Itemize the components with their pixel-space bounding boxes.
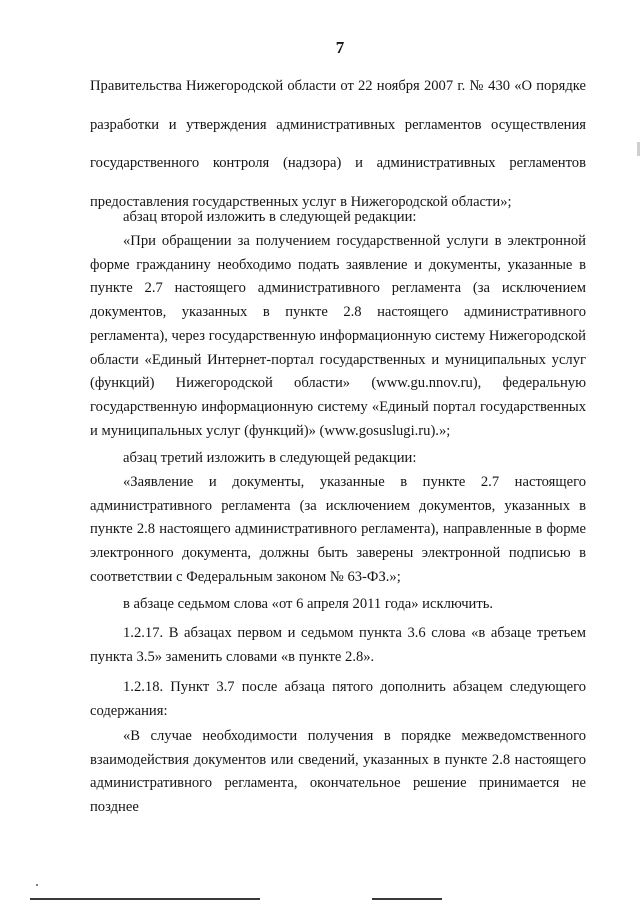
page-number: 7 — [335, 38, 345, 57]
paragraph-electronic-signature: «Заявление и документы, указанные в пункте 2.7 настоящего административного регламента (за исключением документов, указанных в пункте 2.8 настоящего административного регламента), направленные в форме электронного документа, должны быть заверены электронной подписью в соответствии с Федеральным законом № 63-ФЗ.»; — [90, 474, 586, 585]
scan-dot — [36, 884, 38, 886]
paragraph-third-abzac-instruction: абзац третий изложить в следующей редакции: — [123, 450, 417, 466]
bottom-rule-right — [372, 898, 442, 900]
paragraph-item-1-2-18: 1.2.18. Пункт 3.7 после абзаца пятого дополнить абзацем следующего содержания: — [90, 679, 586, 719]
paragraph-electronic-application: «При обращении за получением государственной услуги в электронной форме гражданину необходимо подать заявление и документы, указанные в пункте 2.7 настоящего административного регламента (за исключением документов, указанных в пункте 2.8 настоящего административного регламента), через государственную информационную систему Нижегородской области «Единый Интернет-портал государственных и муниципальных услуг (функций) Нижегородской области» (www.gu.nnov.ru), федеральную государственную информационную систему «Единый портал государственных и муниципальных услуг (функций)» (www.gosuslugi.ru).»; — [90, 233, 586, 439]
paragraph-resolution-reference: Правительства Нижегородской области от 22 ноября 2007 г. № 430 «О порядке разработки и утверждения административных регламентов осуществления государственного контроля (надзора) и административных регламентов предоставления государственных услуг в Нижегородской области»; — [90, 78, 586, 210]
paragraph-item-1-2-17: 1.2.17. В абзацах первом и седьмом пункта 3.6 слова «в абзаце третьем пункта 3.5» заменить словами «в пункте 2.8». — [90, 625, 586, 665]
paragraph-second-abzac-instruction: абзац второй изложить в следующей редакции: — [123, 209, 417, 225]
paragraph-interagency-decision: «В случае необходимости получения в порядке межведомственного взаимодействия документов или сведений, указанных в пункте 2.8 настоящего административного регламента, окончательное решение принимается не позднее — [90, 728, 586, 816]
bottom-rule-left — [30, 898, 260, 900]
paragraph-seventh-abzac: в абзаце седьмом слова «от 6 апреля 2011 года» исключить. — [123, 596, 494, 612]
